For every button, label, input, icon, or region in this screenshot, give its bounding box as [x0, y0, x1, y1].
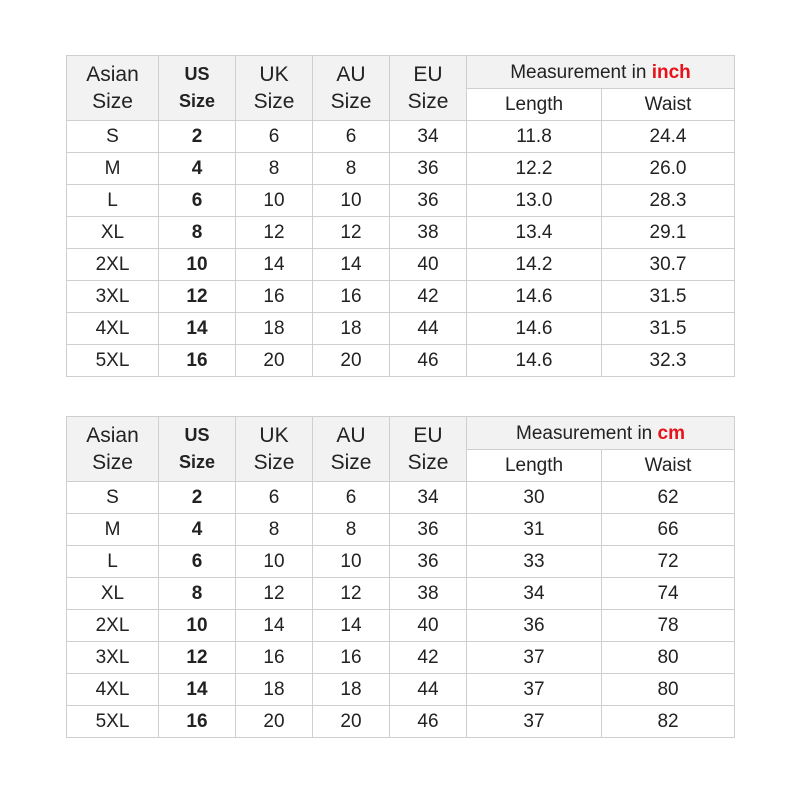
cell-length: 14.6 [467, 345, 602, 377]
table-row [67, 610, 735, 642]
cell-eu-size: 34 [390, 482, 467, 514]
cell-uk-size: 10 [236, 185, 313, 217]
header-au-size: AU Size [313, 56, 390, 121]
cell-asian-size: 2XL [67, 249, 159, 281]
cell-au-size: 10 [313, 185, 390, 217]
header-us-size: US Size [159, 56, 236, 121]
table-row [67, 514, 735, 546]
cell-length: 37 [467, 674, 602, 706]
size-table-inch [66, 55, 735, 377]
table-row [67, 153, 735, 185]
size-table-cm [66, 416, 735, 738]
cell-length: 30 [467, 482, 602, 514]
table-row [67, 546, 735, 578]
header-eu-size: EU Size [390, 417, 467, 482]
cell-uk-size: 14 [236, 610, 313, 642]
cell-eu-size: 36 [390, 514, 467, 546]
cell-waist: 66 [602, 514, 735, 546]
table-row [67, 185, 735, 217]
cell-waist: 62 [602, 482, 735, 514]
unit-label: cm [657, 422, 685, 444]
cell-waist: 24.4 [602, 121, 735, 153]
cell-waist: 80 [602, 642, 735, 674]
header-asian-size: Asian Size [67, 56, 159, 121]
cell-length: 14.2 [467, 249, 602, 281]
table-row [67, 482, 735, 514]
cell-au-size: 8 [313, 514, 390, 546]
cell-length: 37 [467, 706, 602, 738]
cell-asian-size: 5XL [67, 706, 159, 738]
header-length: Length [467, 89, 602, 121]
cell-waist: 78 [602, 610, 735, 642]
cell-asian-size: M [67, 514, 159, 546]
cell-eu-size: 40 [390, 610, 467, 642]
cell-length: 12.2 [467, 153, 602, 185]
cell-au-size: 18 [313, 313, 390, 345]
cell-uk-size: 18 [236, 674, 313, 706]
cell-uk-size: 14 [236, 249, 313, 281]
cell-us-size: 6 [159, 546, 236, 578]
cell-au-size: 10 [313, 546, 390, 578]
header-waist: Waist [602, 450, 735, 482]
cell-uk-size: 6 [236, 482, 313, 514]
cell-us-size: 10 [159, 610, 236, 642]
cell-asian-size: S [67, 482, 159, 514]
cell-waist: 26.0 [602, 153, 735, 185]
header-uk-size: UK Size [236, 56, 313, 121]
cell-au-size: 12 [313, 217, 390, 249]
cell-asian-size: 5XL [67, 345, 159, 377]
cell-waist: 32.3 [602, 345, 735, 377]
cell-waist: 31.5 [602, 281, 735, 313]
cell-length: 36 [467, 610, 602, 642]
table-row [67, 121, 735, 153]
cell-uk-size: 20 [236, 345, 313, 377]
cell-asian-size: XL [67, 217, 159, 249]
cell-uk-size: 20 [236, 706, 313, 738]
cell-length: 33 [467, 546, 602, 578]
cell-au-size: 8 [313, 153, 390, 185]
cell-asian-size: S [67, 121, 159, 153]
cell-us-size: 14 [159, 674, 236, 706]
cell-asian-size: 3XL [67, 642, 159, 674]
cell-uk-size: 8 [236, 514, 313, 546]
cell-length: 34 [467, 578, 602, 610]
cell-eu-size: 36 [390, 546, 467, 578]
cell-eu-size: 36 [390, 185, 467, 217]
cell-eu-size: 38 [390, 578, 467, 610]
cell-waist: 31.5 [602, 313, 735, 345]
cell-eu-size: 44 [390, 674, 467, 706]
cell-waist: 29.1 [602, 217, 735, 249]
cell-asian-size: 4XL [67, 313, 159, 345]
header-measurement: Measurement in inch [467, 56, 735, 89]
header-measurement: Measurement in cm [467, 417, 735, 450]
cell-uk-size: 16 [236, 281, 313, 313]
cell-length: 14.6 [467, 313, 602, 345]
cell-waist: 72 [602, 546, 735, 578]
header-us-size: US Size [159, 417, 236, 482]
cell-au-size: 6 [313, 121, 390, 153]
cell-uk-size: 12 [236, 578, 313, 610]
cell-eu-size: 36 [390, 153, 467, 185]
cell-uk-size: 12 [236, 217, 313, 249]
cell-au-size: 12 [313, 578, 390, 610]
cell-uk-size: 18 [236, 313, 313, 345]
table-row [67, 281, 735, 313]
table-row [67, 217, 735, 249]
cell-uk-size: 6 [236, 121, 313, 153]
cell-waist: 80 [602, 674, 735, 706]
cell-us-size: 8 [159, 217, 236, 249]
cell-au-size: 20 [313, 706, 390, 738]
cell-eu-size: 42 [390, 281, 467, 313]
cell-length: 13.4 [467, 217, 602, 249]
cell-us-size: 4 [159, 514, 236, 546]
cell-us-size: 2 [159, 121, 236, 153]
table-row [67, 706, 735, 738]
table-row [67, 313, 735, 345]
cell-waist: 74 [602, 578, 735, 610]
cell-us-size: 10 [159, 249, 236, 281]
cell-length: 13.0 [467, 185, 602, 217]
cell-us-size: 16 [159, 345, 236, 377]
cell-au-size: 14 [313, 249, 390, 281]
cell-us-size: 14 [159, 313, 236, 345]
cell-waist: 28.3 [602, 185, 735, 217]
cell-length: 14.6 [467, 281, 602, 313]
table-row [67, 249, 735, 281]
cell-length: 11.8 [467, 121, 602, 153]
cell-uk-size: 8 [236, 153, 313, 185]
header-waist: Waist [602, 89, 735, 121]
cell-asian-size: M [67, 153, 159, 185]
cell-us-size: 12 [159, 642, 236, 674]
cell-au-size: 14 [313, 610, 390, 642]
cell-us-size: 2 [159, 482, 236, 514]
cell-eu-size: 42 [390, 642, 467, 674]
cell-length: 37 [467, 642, 602, 674]
cell-au-size: 20 [313, 345, 390, 377]
table-row [67, 578, 735, 610]
cell-eu-size: 46 [390, 345, 467, 377]
cell-us-size: 8 [159, 578, 236, 610]
cell-asian-size: L [67, 546, 159, 578]
cell-waist: 82 [602, 706, 735, 738]
table-row [67, 345, 735, 377]
cell-asian-size: XL [67, 578, 159, 610]
table-row [67, 642, 735, 674]
header-au-size: AU Size [313, 417, 390, 482]
cell-us-size: 4 [159, 153, 236, 185]
cell-asian-size: L [67, 185, 159, 217]
header-asian-size: Asian Size [67, 417, 159, 482]
table-row [67, 674, 735, 706]
cell-au-size: 18 [313, 674, 390, 706]
cell-eu-size: 46 [390, 706, 467, 738]
cell-us-size: 6 [159, 185, 236, 217]
unit-label: inch [651, 61, 691, 83]
cell-eu-size: 38 [390, 217, 467, 249]
cell-waist: 30.7 [602, 249, 735, 281]
cell-us-size: 16 [159, 706, 236, 738]
header-eu-size: EU Size [390, 56, 467, 121]
cell-us-size: 12 [159, 281, 236, 313]
cell-uk-size: 10 [236, 546, 313, 578]
header-length: Length [467, 450, 602, 482]
cell-eu-size: 40 [390, 249, 467, 281]
cell-eu-size: 44 [390, 313, 467, 345]
cell-au-size: 6 [313, 482, 390, 514]
cell-asian-size: 2XL [67, 610, 159, 642]
cell-uk-size: 16 [236, 642, 313, 674]
cell-asian-size: 3XL [67, 281, 159, 313]
header-uk-size: UK Size [236, 417, 313, 482]
cell-eu-size: 34 [390, 121, 467, 153]
cell-au-size: 16 [313, 281, 390, 313]
cell-asian-size: 4XL [67, 674, 159, 706]
cell-au-size: 16 [313, 642, 390, 674]
cell-length: 31 [467, 514, 602, 546]
